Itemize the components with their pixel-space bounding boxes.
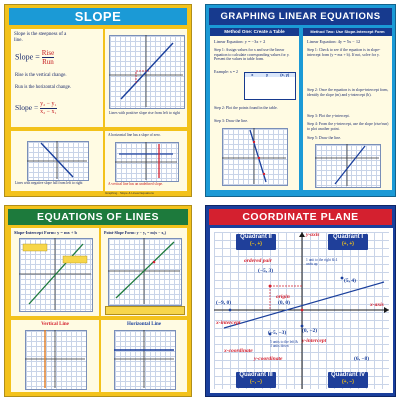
quadrant-3-label: Quadrant III	[239, 372, 273, 378]
method-one-step3: Step 3: Draw the line.	[214, 119, 249, 123]
y-intercept-label: y-intercept	[302, 338, 327, 344]
formula-label: Slope =	[15, 52, 40, 62]
quadrant-4-sign: (+, −)	[342, 379, 354, 385]
method-one-example: Example: x = 2	[214, 70, 238, 74]
coordinate-title: COORDINATE PLANE	[209, 209, 392, 225]
quadrant-4-box	[328, 372, 368, 388]
quadrant-2-label: Quadrant II	[240, 234, 272, 240]
method-one-panel	[210, 28, 299, 190]
quadrant-1-sign: (+, +)	[342, 241, 354, 247]
y-numerator: y₂ − y₁	[40, 101, 57, 107]
point-neg5-neg3-label: (−5, −3)	[268, 330, 287, 336]
slope-intercept-panel	[11, 228, 99, 316]
slope-rise-run-formula	[15, 49, 54, 66]
positive-slope-caption: Lines with positive slope rise from left to right	[109, 111, 180, 115]
horizontal-line-heading: Horizontal Line	[126, 322, 162, 327]
def-line-2: line.	[14, 38, 23, 43]
horizontal-line-graph	[114, 330, 174, 388]
equations-poster	[4, 205, 192, 397]
equations-title: EQUATIONS OF LINES	[8, 209, 188, 225]
def-line-1: Slope is the steepness of a	[14, 32, 67, 37]
quadrant-3-sign: (−, −)	[250, 379, 262, 385]
method-one-step2: Step 2: Plot the points found in the table.	[214, 106, 278, 110]
positive-slope-line	[109, 35, 183, 107]
point-slope-line	[108, 238, 180, 304]
negative-slope-line	[27, 141, 87, 179]
quadrant-3-box	[236, 372, 276, 388]
point-slope-example	[105, 306, 185, 315]
y-axis-label: y-axis	[306, 232, 320, 238]
graphing-title: GRAPHING LINEAR EQUATIONS	[209, 8, 392, 25]
ordered-pair-label: ordered pair	[244, 258, 272, 264]
coordinate-poster	[205, 205, 396, 397]
point-0-neg2-label: (0, −2)	[302, 328, 318, 334]
rise-note: Rise is the vertical change.	[15, 73, 67, 78]
graphing-poster	[205, 4, 396, 197]
point-slope-panel	[101, 228, 187, 316]
unit-note-1: 1 unit to the right & 4 units up	[306, 258, 338, 267]
negative-slope-caption: Lines with negative slope fall from left to right	[15, 181, 83, 185]
point-neg5-3-label: (−5, 3)	[258, 268, 274, 274]
x-axis-label: x-axis	[370, 302, 384, 308]
value-table	[244, 72, 296, 100]
vertical-line-heading: Vertical Line	[41, 322, 69, 327]
slope-coordinate-formula	[15, 101, 57, 116]
x-denominator: x₂ − x₁	[40, 109, 57, 115]
method-two-header: Method Two: Use Slope-Intercept Form	[303, 28, 392, 36]
run-text: Run	[42, 58, 54, 66]
zero-undefined-lines	[115, 142, 177, 180]
x-intercept-label: x-intercept	[216, 320, 241, 326]
slope-definition	[14, 32, 100, 44]
method-one-line	[222, 128, 286, 184]
point-neg9-0-label: (−9, 0)	[216, 300, 232, 306]
point-6-neg8-label: (6, −8)	[354, 356, 370, 362]
method-two-step4: Step 4: From the y-intercept, use the slope (rise/run) to plot another point.	[307, 122, 389, 131]
method-two-step5: Step 5: Draw the line.	[307, 136, 342, 140]
slope-footer: Graphing · Slope & Linear Equations	[105, 191, 154, 195]
table-header-xy: (x, y)	[280, 73, 290, 77]
vertical-line-panel	[11, 320, 99, 392]
point-5-4-label: (5, 4)	[344, 278, 356, 284]
unit-note-2: 5 units to the left & 3 units down	[270, 340, 299, 349]
method-two-step1: Step 1: Check to see if the equation is in slope-intercept form (y = mx + b). If not, solve for y.	[307, 48, 381, 57]
negative-slope-panel	[11, 131, 103, 191]
positive-slope-panel	[105, 29, 187, 127]
vertical-caption: A vertical line has an undefined slope.	[108, 182, 163, 186]
method-two-step3: Step 3: Plot the y-intercept.	[307, 114, 350, 118]
method-two-line	[315, 144, 379, 186]
origin-label: origin	[276, 294, 290, 300]
method-two-step2: Step 2: Once the equation is in slope-intercept form, identify the slope (m) and y-intercept (b).	[307, 88, 389, 97]
x-coordinate-label: x-coordinate	[224, 348, 253, 354]
quadrant-1-box	[328, 234, 368, 250]
quadrant-4-label: Quadrant IV	[330, 372, 365, 378]
rise-text: Rise	[41, 49, 55, 57]
slope-intercept-line	[19, 238, 91, 310]
point-slope-heading: Point-Slope Form: y − y₁ = m(x − x₁)	[104, 230, 166, 235]
formula2-label: Slope =	[15, 103, 39, 113]
coordinate-plane-panel	[210, 228, 393, 393]
method-one-header: Method One: Create a Table	[210, 28, 299, 36]
slope-definition-panel	[11, 29, 103, 127]
slope-intercept-heading: Slope-Intercept Form: y = mx + b	[14, 230, 77, 235]
method-two-panel	[303, 28, 392, 190]
quadrant-2-sign: (−, +)	[250, 241, 262, 247]
y-coordinate-label: y-coordinate	[254, 356, 283, 362]
run-note: Run is the horizontal change.	[15, 85, 72, 90]
zero-undefined-panel	[105, 131, 187, 191]
slope-poster	[4, 4, 192, 197]
coordinate-axes	[214, 232, 389, 389]
table-header-y: y	[265, 73, 269, 77]
origin-point-label: (0, 0)	[278, 300, 290, 306]
method-one-equation: Linear Equation: y = −3x + 2	[214, 39, 266, 44]
method-two-equation: Linear Equation: 4y = 5x − 12	[307, 39, 361, 44]
quadrant-1-label: Quadrant I	[332, 234, 363, 240]
quadrant-2-box	[236, 234, 276, 250]
slope-title: SLOPE	[9, 8, 187, 25]
vertical-line-graph	[25, 330, 85, 388]
horizontal-line-panel	[101, 320, 187, 392]
horizontal-caption: A horizontal line has a slope of zero.	[108, 133, 161, 137]
method-one-step1: Step 1: Assign values for x and use the linear equation to calculate corresponding values for y. Present the values in table form.	[214, 48, 290, 62]
table-header-x: x	[251, 73, 254, 77]
